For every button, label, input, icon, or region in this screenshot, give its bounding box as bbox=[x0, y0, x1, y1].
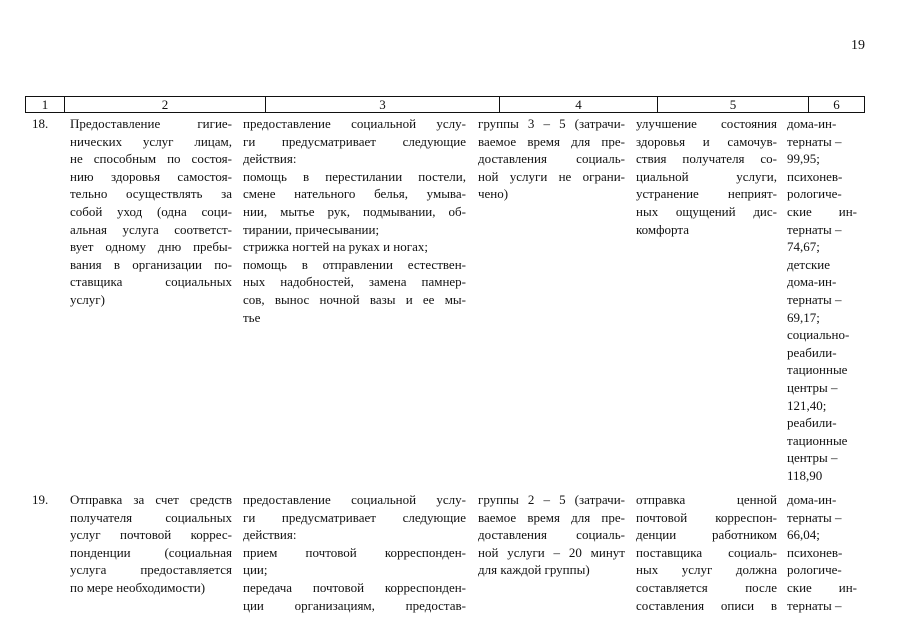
header-col-3: 3 bbox=[379, 97, 386, 112]
service-actions-cell bbox=[243, 115, 466, 326]
text-line: ных надобностей, замена памнер- bbox=[243, 274, 466, 290]
text-line: действия: bbox=[243, 151, 297, 167]
text-line: психонев- bbox=[787, 168, 843, 184]
text-line: тернаты – bbox=[787, 221, 842, 237]
text-line: ские ин- bbox=[787, 579, 857, 595]
text-line: Отправка за счет средств bbox=[70, 492, 232, 507]
text-line: доставления социаль- bbox=[478, 527, 625, 543]
quality-indicators-cell bbox=[636, 115, 777, 238]
text-line: ваемое время для пре- bbox=[478, 133, 625, 149]
quality-indicators-cell bbox=[636, 491, 777, 614]
text-line: сов, вынос ночной вазы и ее мы- bbox=[243, 291, 466, 307]
text-line: предоставление социальной услу- bbox=[243, 116, 466, 131]
text-line: ции организациям, предостав- bbox=[243, 597, 466, 613]
text-line: ных ощущений дис- bbox=[636, 203, 777, 219]
text-line: вует одному дню пребы- bbox=[70, 239, 232, 255]
text-line: комфорта bbox=[636, 221, 689, 237]
text-line: по мере необходимости) bbox=[70, 579, 206, 595]
text-line: ной услуги – 20 минут bbox=[478, 544, 625, 560]
text-line: ных услуг должна bbox=[636, 562, 777, 578]
text-line: реабили- bbox=[787, 415, 837, 431]
text-line: отправка ценной bbox=[636, 492, 777, 507]
text-line: смене нательного белья, умыва- bbox=[243, 186, 466, 202]
text-line: реабили- bbox=[787, 344, 837, 360]
service-name-cell bbox=[70, 115, 232, 309]
text-line: альная услуга соответст- bbox=[70, 221, 232, 237]
text-line: помощь в отправлении естествен- bbox=[243, 256, 466, 272]
text-line: нию здоровья самостоя- bbox=[70, 168, 232, 184]
header-col-4: 4 bbox=[575, 97, 582, 112]
page-number: 19 bbox=[851, 38, 865, 53]
text-line: составления описи в bbox=[636, 597, 777, 613]
text-line: улучшение состояния bbox=[636, 116, 777, 131]
service-name-cell bbox=[70, 491, 232, 597]
recipient-groups-cell bbox=[478, 115, 625, 203]
tariffs-cell bbox=[787, 115, 857, 484]
text-line: понденции (социальная bbox=[70, 544, 232, 560]
text-line: психонев- bbox=[787, 544, 843, 560]
text-line: вания в организации по- bbox=[70, 256, 232, 272]
text-line: ствия получателя со- bbox=[636, 151, 777, 167]
text-line: тационные bbox=[787, 432, 848, 448]
text-line: получателя социальных bbox=[70, 509, 232, 525]
text-line: услуга предоставляется bbox=[70, 562, 232, 578]
text-line: группы 3 – 5 (затрачи- bbox=[478, 116, 625, 131]
text-line: рологиче- bbox=[787, 186, 842, 202]
text-line: составляется после bbox=[636, 579, 777, 595]
text-line: действия: bbox=[243, 527, 297, 543]
table-header-row bbox=[25, 96, 865, 113]
text-line: 66,04; bbox=[787, 527, 820, 543]
text-line: почтовой корреспон- bbox=[636, 509, 777, 525]
text-line: услуг) bbox=[70, 291, 105, 307]
header-col-5: 5 bbox=[729, 97, 737, 112]
text-line: дома-ин- bbox=[787, 274, 837, 290]
header-col-2: 2 bbox=[161, 97, 169, 112]
text-line: Предоставление гигие- bbox=[70, 116, 232, 131]
text-line: тернаты – bbox=[787, 133, 842, 149]
text-line: ставщика социальных bbox=[70, 274, 232, 290]
text-line: здоровья и самочув- bbox=[636, 133, 777, 149]
text-line: дома-ин- bbox=[787, 492, 837, 507]
text-line: собой уход (одна соци- bbox=[70, 203, 232, 219]
text-line: тье bbox=[243, 309, 261, 325]
text-line: для каждой группы) bbox=[478, 562, 590, 578]
text-line: 118,90 bbox=[787, 467, 823, 483]
text-line: тельно осуществлять за bbox=[70, 186, 232, 202]
text-line: тирании, причесывании; bbox=[243, 221, 380, 237]
text-line: дома-ин- bbox=[787, 116, 837, 131]
text-line: нических услуг лицам, bbox=[70, 133, 232, 149]
service-actions-cell bbox=[243, 491, 466, 614]
text-line: поставщика социаль- bbox=[636, 544, 777, 560]
text-line: циальной услуги, bbox=[636, 168, 777, 184]
text-line: 74,67; bbox=[787, 239, 820, 255]
recipient-groups-cell bbox=[478, 491, 625, 579]
text-line: передача почтовой корреспонден- bbox=[243, 579, 466, 595]
text-line: ции; bbox=[243, 562, 268, 578]
text-line: тернаты – bbox=[787, 597, 842, 613]
text-line: тационные bbox=[787, 362, 848, 378]
header-col-6: 6 bbox=[833, 97, 840, 112]
text-line: ги предусматривает следующие bbox=[243, 133, 466, 149]
text-line: ной услуги не ограни- bbox=[478, 168, 625, 184]
text-line: предоставление социальной услу- bbox=[243, 492, 466, 507]
text-line: центры – bbox=[787, 379, 838, 395]
text-line: ские ин- bbox=[787, 203, 857, 219]
text-line: услуг почтовой коррес- bbox=[70, 527, 232, 543]
header-col-1: 1 bbox=[41, 97, 49, 112]
text-line: группы 2 – 5 (затрачи- bbox=[478, 492, 625, 507]
text-line: социально- bbox=[787, 327, 850, 343]
text-line: не способным по состоя- bbox=[70, 151, 232, 167]
text-line: тернаты – bbox=[787, 509, 842, 525]
text-line: 121,40; bbox=[787, 397, 827, 413]
text-line: 99,95; bbox=[787, 151, 820, 167]
row-number: 19. bbox=[32, 492, 49, 507]
text-line: рологиче- bbox=[787, 562, 842, 578]
tariffs-cell bbox=[787, 491, 857, 614]
text-line: центры – bbox=[787, 450, 838, 466]
text-line: детские bbox=[787, 256, 831, 272]
text-line: денции работником bbox=[636, 527, 777, 543]
text-line: чено) bbox=[478, 186, 509, 202]
text-line: устранение неприят- bbox=[636, 186, 777, 202]
text-line: тернаты – bbox=[787, 291, 842, 307]
text-line: доставления социаль- bbox=[478, 151, 625, 167]
text-line: прием почтовой корреспонден- bbox=[243, 544, 466, 560]
text-line: ги предусматривает следующие bbox=[243, 509, 466, 525]
text-line: 69,17; bbox=[787, 309, 820, 325]
text-line: нии, мытье рук, подмывании, об- bbox=[243, 203, 466, 219]
row-number: 18. bbox=[32, 116, 49, 131]
text-line: ваемое время для пре- bbox=[478, 509, 625, 525]
text-line: стрижка ногтей на руках и ногах; bbox=[243, 239, 428, 255]
text-line: помощь в перестилании постели, bbox=[243, 168, 466, 184]
